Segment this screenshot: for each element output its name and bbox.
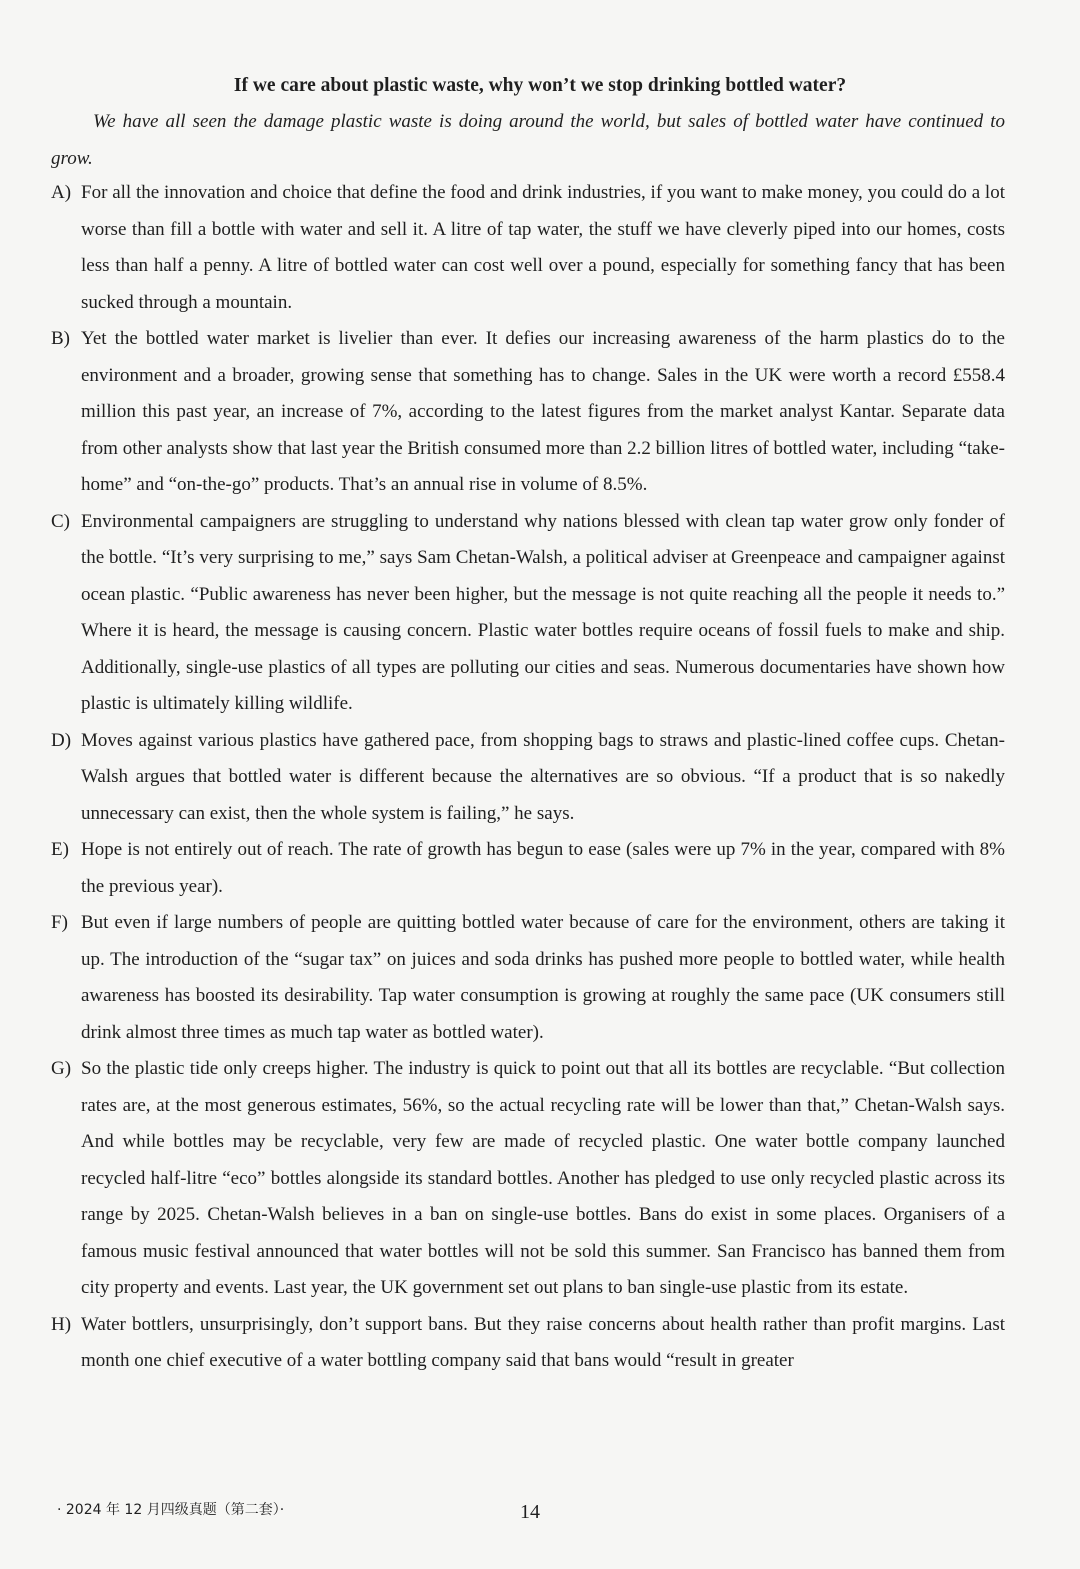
paragraph-text: Hope is not entirely out of reach. The rate of growth has begun to ease (sales were up 7% in the year, compared with 8% the previous year).: [81, 839, 1005, 897]
paragraph-list: [51, 175, 1005, 1380]
paragraph-c: [51, 504, 1005, 723]
paragraph-h: [51, 1307, 1005, 1380]
paragraph-letter: G): [51, 1058, 72, 1079]
paragraph-text: But even if large numbers of people are quitting bottled water because of care for the environment, others are taking it up. The introduction of the “sugar tax” on juices and soda drinks has pushed more people to bottled water, while health awareness has boosted its desirability. Tap water consumption is growing at roughly the same pace (UK consumers still drink almost three times as much tap water as bottled water).: [81, 912, 1005, 1043]
paragraph-g: [51, 1051, 1005, 1307]
page-number: 14: [520, 1501, 540, 1523]
paragraph-letter: E): [51, 839, 69, 860]
paragraph-text: Environmental campaigners are struggling to understand why nations blessed with clean tap water grow only fonder of the bottle. “It’s very surprising to me,” says Sam Chetan-Walsh, a political adviser at Greenpeace and campaigner against ocean plastic. “Public awareness has never been higher, but the message is not quite reaching all the people it needs to.” Where it is heard, the message is causing concern. Plastic water bottles require oceans of fossil fuels to make and ship. Additionally, single-use plastics of all types are polluting our cities and seas. Numerous documentaries have shown how plastic is ultimately killing wildlife.: [81, 510, 1005, 714]
paragraph-letter: D): [51, 729, 72, 751]
paragraph-letter: F): [51, 912, 68, 933]
paragraph-text: Water bottlers, unsurprisingly, don’t support bans. But they raise concerns about health rather than profit margins. Last month one chief executive of a water bottling company said that bans would “result in greater: [81, 1313, 1005, 1371]
paragraph-text: Yet the bottled water market is livelier than ever. It defies our increasing awareness of the harm plastics do to the environment and a broader, growing sense that something has to change. Sales in the UK were worth a record £558.4 million this past year, an increase of 7%, according to the latest figures from the market analyst Kantar. Separate data from other analysts show that last year the British consumed more than 2.2 billion litres of bottled water, including “take-home” and “on-the-go” products. That’s an annual rise in volume of 8.5%.: [81, 328, 1005, 495]
paragraph-text: For all the innovation and choice that define the food and drink industries, if you want to make money, you could do a lot worse than fill a bottle with water and sell it. A litre of tap water, the stuff we have cleverly piped into our homes, costs less than half a penny. A litre of bottled water can cost well over a pound, especially for something fancy that has been sucked through a mountain.: [81, 182, 1005, 313]
paragraph-text: Moves against various plastics have gathered pace, from shopping bags to straws and plastic-lined coffee cups. Chetan-Walsh argues that bottled water is different because the alternatives are so obvious. “If a product that is so nakedly unnecessary can exist, then the whole system is failing,” he says.: [81, 729, 1005, 824]
article-subtitle: We have all seen the damage plastic waste is doing around the world, but sales of bottled water have continued to grow.: [51, 111, 1005, 169]
paragraph-e: [51, 832, 1005, 905]
paragraph-text: So the plastic tide only creeps higher. The industry is quick to point out that all its bottles are recyclable. “But collection rates are, at the most generous estimates, 56%, so the actual recycling rate will be lower than that,” Chetan-Walsh says. And while bottles may be recyclable, very few are made of recycled plastic. One water bottle company launched recycled half-litre “eco” bottles alongside its standard bottles. Another has pledged to use only recycled plastic across its range by 2025. Chetan-Walsh believes in a ban on single-use bottles. Bans do exist in some places. Organisers of a famous music festival announced that water bottles will not be sold this summer. San Francisco has banned them from city property and events. Last year, the UK government set out plans to ban single-use plastic from its estate.: [81, 1058, 1005, 1298]
paragraph-d: [51, 723, 1005, 833]
paragraph-letter: H): [51, 1313, 72, 1335]
paragraph-letter: B): [51, 328, 70, 349]
paragraph-letter: A): [51, 182, 72, 203]
exam-source-label: · 2024 年 12 月四级真题（第二套）·: [57, 1502, 285, 1518]
paragraph-f: [51, 905, 1005, 1051]
paragraph-letter: C): [51, 510, 70, 532]
paragraph-a: [51, 175, 1005, 321]
paragraph-b: [51, 321, 1005, 504]
article-title: If we care about plastic waste, why won’t we stop drinking bottled water?: [233, 75, 847, 96]
